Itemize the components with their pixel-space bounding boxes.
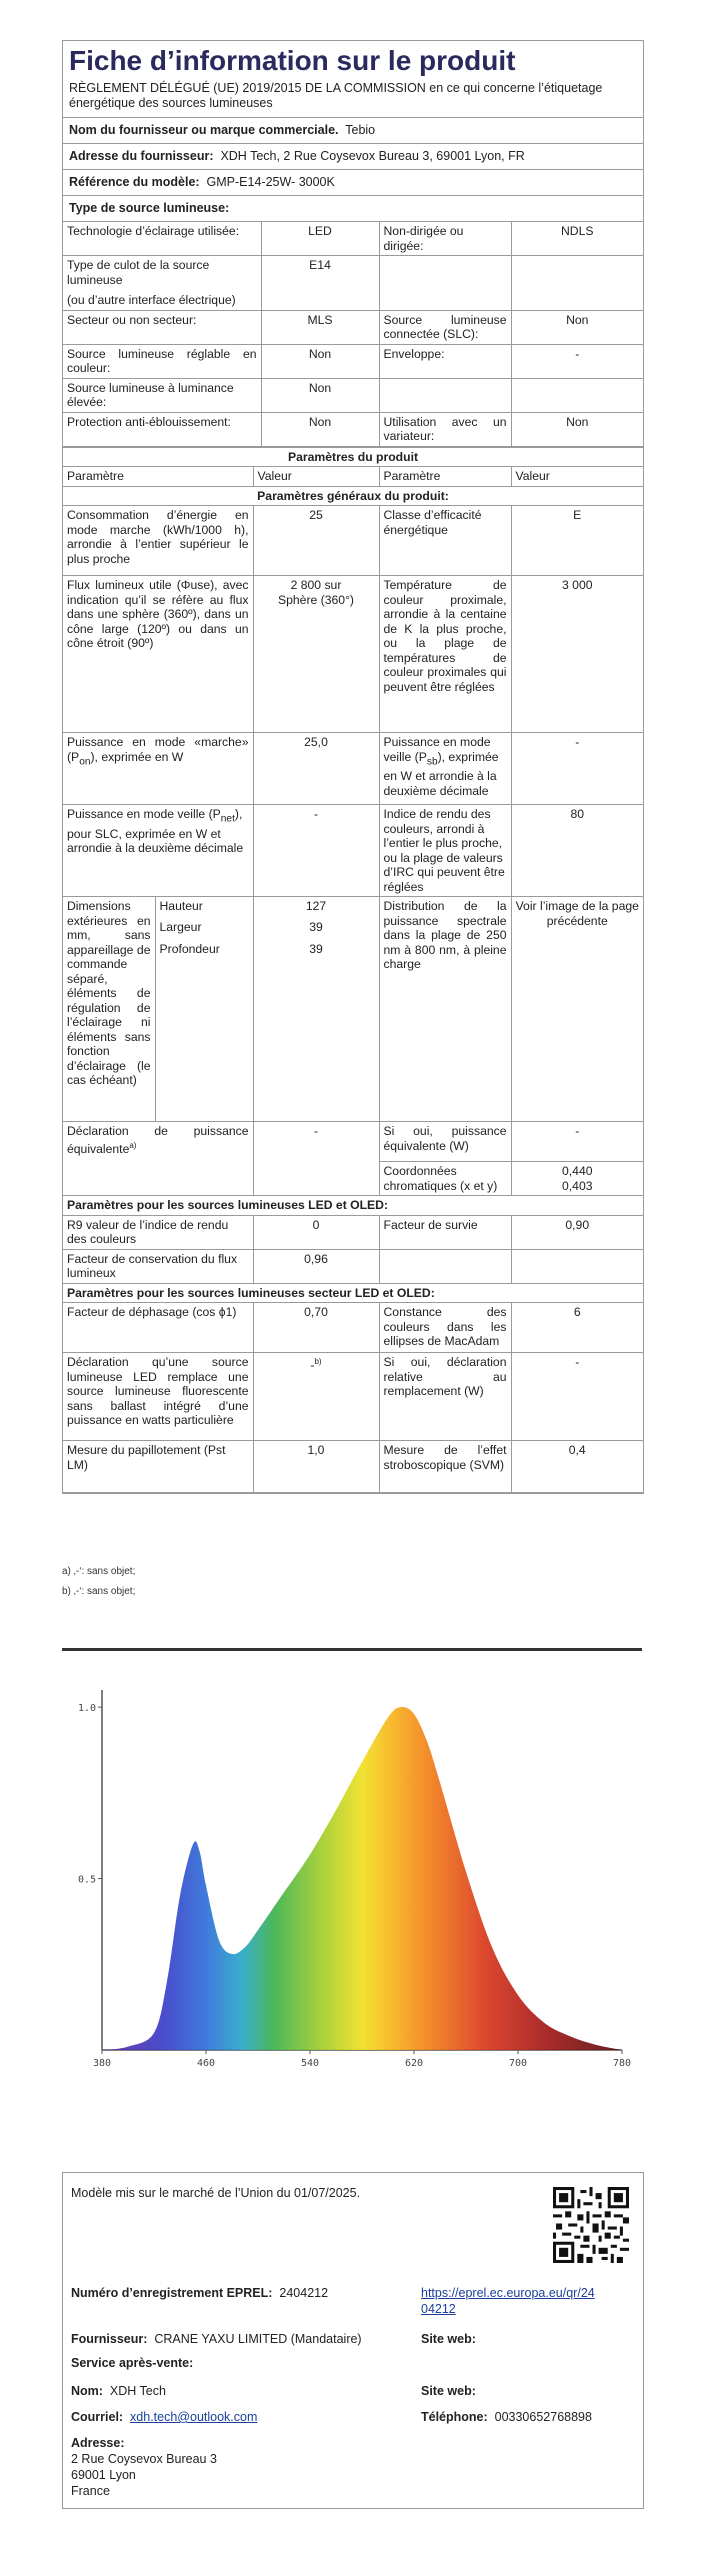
column-header: Valeur [511, 467, 643, 487]
type-label-cell: Protection anti-éblouissement: [63, 412, 261, 446]
depth-label: Profondeur [155, 940, 253, 1122]
y-tick-label: 0.5 [77, 1874, 96, 1886]
model-label: Référence du modèle: [69, 175, 200, 189]
standby-power-value: - [511, 733, 643, 805]
table-row [63, 344, 643, 378]
chromaticity-label: Coordonnées chromatiques (x et y) [379, 1162, 511, 1196]
footnote-mark: a) [129, 1140, 137, 1150]
table-row [63, 897, 643, 919]
eprel-link-line2[interactable]: 04212 [421, 2302, 456, 2316]
supplier-name-row [63, 118, 643, 144]
table-row [63, 506, 643, 576]
cri-label: Indice de rendu des couleurs, arrondi à l’entier le plus proche, ou la plage de valeurs d’IRC qui peuvent être réglées [379, 805, 511, 897]
luminous-flux-value-line1: 2 800 sur [290, 578, 342, 592]
column-header: Paramètre [379, 467, 511, 487]
type-label-cell: Source lumineuse connectée (SLC): [379, 310, 511, 344]
table-row [63, 805, 643, 897]
macadam-value: 6 [511, 1303, 643, 1353]
type-value-cell [511, 256, 643, 311]
service-website-row [421, 2383, 476, 2399]
type-value-cell: Non [511, 412, 643, 446]
width-label: Largeur [155, 918, 253, 939]
depth-value: 39 [253, 940, 379, 1122]
y-tick-label: 1.0 [77, 1703, 96, 1715]
type-value-cell: NDLS [511, 222, 643, 256]
spectrum-area [102, 1707, 622, 2050]
supplier-row [71, 2331, 362, 2347]
type-label-cell: Technologie d’éclairage utilisée: [63, 222, 261, 256]
cap-type-label-2: (ou d’autre interface électrique) [67, 293, 236, 307]
led-section-title: Paramètres pour les sources lumineuses LED et OLED: [63, 1196, 643, 1216]
type-value-cell: MLS [261, 310, 379, 344]
efficiency-class-value: E [511, 506, 643, 576]
supplier-address-value: XDH Tech, 2 Rue Coysevox Bureau 3, 69001 Lyon, FR [220, 149, 525, 163]
general-section-title: Paramètres généraux du produit: [63, 486, 643, 506]
type-value-cell: E14 [261, 256, 379, 311]
width-value: 39 [253, 918, 379, 939]
type-label-cell [63, 256, 261, 311]
chromaticity-y: 0,403 [562, 1178, 593, 1193]
standby-power-text: Puissance en mode veille (P [383, 735, 491, 764]
qr-code-icon[interactable] [553, 2187, 629, 2263]
type-label-cell: Secteur ou non secteur: [63, 310, 261, 344]
table-row [63, 1196, 643, 1216]
network-standby-label [63, 805, 253, 897]
table-row [63, 222, 643, 256]
column-header: Paramètre [63, 467, 253, 487]
stroboscopic-value: 0,4 [511, 1441, 643, 1493]
table-row [63, 486, 643, 506]
table-row [63, 256, 643, 311]
email-row [71, 2409, 257, 2425]
replacement-w-label: Si oui, déclaration relative au remplacement (W) [379, 1353, 511, 1441]
type-value-cell: Non [261, 344, 379, 378]
x-tick-label: 540 [300, 2058, 320, 2069]
address-block [71, 2435, 217, 2499]
spectral-chart-svg [62, 1660, 642, 2080]
supplier-name-value: Tebio [345, 123, 376, 137]
website-label: Site web: [421, 2332, 476, 2346]
service-name-label: Nom: [71, 2384, 103, 2398]
network-standby-sub: net [220, 813, 235, 825]
replacement-claim-label: Déclaration qu’une source lumineuse LED remplace une source lumineuse fluorescente sans ballast intégré d’une puissance en watts particulière [63, 1353, 253, 1441]
empty-cell [511, 1249, 643, 1283]
supplier-name-label: Nom du fournisseur ou marque commerciale. [69, 123, 339, 137]
section-title: Paramètres du produit [63, 447, 643, 467]
network-standby-text: Puissance en mode veille (P [67, 807, 221, 821]
footnote-a: a) ‚-‘: sans objet; [62, 1566, 136, 1577]
table-row [63, 1283, 643, 1303]
product-info-box [62, 2172, 644, 2509]
on-mode-power-label [63, 733, 253, 805]
standby-power-sub: sb [426, 755, 438, 767]
network-standby-text-2: ), pour SLC, exprimée en W et arrondie à la deuxième décimale [67, 807, 244, 856]
efficiency-class-label: Classe d’efficacité énergétique [379, 506, 511, 576]
eprel-value: 2404212 [279, 2286, 329, 2300]
footnote-b: b) ‚-‘: sans objet; [62, 1586, 136, 1597]
supplier-value: CRANE YAXU LIMITED (Mandataire) [154, 2332, 362, 2346]
supplier-label: Fournisseur: [71, 2332, 148, 2346]
type-label-cell: Non-dirigée ou dirigée: [379, 222, 511, 256]
cap-type-label: Type de culot de la source lumineuse [67, 258, 210, 287]
address-line3: France [71, 2484, 110, 2498]
table-row [63, 1441, 643, 1493]
flicker-label: Mesure du papillotement (Pst LM) [63, 1441, 253, 1493]
type-value-cell: Non [511, 310, 643, 344]
supplier-address-row [63, 144, 643, 170]
cct-label: Température de couleur proximale, arrondie à la centaine de K la plus proche, ou la plage de températures de couleur proximales qui peuvent être réglées [379, 576, 511, 733]
x-tick-label: 700 [508, 2058, 528, 2069]
empty-cell [379, 1249, 511, 1283]
address-line1: 2 Rue Coysevox Bureau 3 [71, 2452, 217, 2466]
type-label-cell [379, 256, 511, 311]
standby-power-text-2: ), exprimée en W et arrondie à la deuxième décimale [383, 749, 499, 798]
on-mode-power-text: Puissance en mode «marche» (P [67, 735, 249, 764]
table-row [63, 447, 643, 467]
mains-section-title: Paramètres pour les sources lumineuses secteur LED et OLED: [63, 1283, 643, 1303]
equivalent-power-w-label: Si oui, puissance équivalente (W) [379, 1122, 511, 1162]
network-standby-value: - [253, 805, 379, 897]
chromaticity-value [511, 1162, 643, 1196]
after-sales-heading [71, 2355, 193, 2371]
table-row [63, 576, 643, 733]
cct-value: 3 000 [511, 576, 643, 733]
supplier-address-label: Adresse du fournisseur: [69, 149, 214, 163]
address-line2: 69001 Lyon [71, 2468, 136, 2482]
flicker-value: 1,0 [253, 1441, 379, 1493]
section-divider [62, 1648, 642, 1651]
table-row [63, 412, 643, 446]
eprel-link-line1[interactable]: https://eprel.ec.europa.eu/qr/24 [421, 2286, 595, 2300]
table-row [63, 1215, 643, 1249]
table-row [63, 467, 643, 487]
type-value-cell: LED [261, 222, 379, 256]
displacement-factor-value: 0,70 [253, 1303, 379, 1353]
type-label: Type de source lumineuse: [69, 201, 230, 215]
phone-value: 00330652768898 [494, 2410, 592, 2424]
x-tick-label: 460 [196, 2058, 216, 2069]
macadam-label: Constance des couleurs dans les ellipses de MacAdam [379, 1303, 511, 1353]
energy-consumption-value: 25 [253, 506, 379, 576]
luminous-flux-value-line2: Sphère (360°) [277, 592, 354, 607]
lumen-maintenance-value: 0,96 [253, 1249, 379, 1283]
equivalent-power-w-value: - [511, 1122, 643, 1162]
table-row [63, 1303, 643, 1353]
equivalent-power-value: - [253, 1122, 379, 1196]
replacement-w-value: - [511, 1353, 643, 1441]
lumen-maintenance-label: Facteur de conservation du flux lumineux [63, 1249, 253, 1283]
website-row [421, 2331, 476, 2347]
stroboscopic-label: Mesure de l’effet stroboscopique (SVM) [379, 1441, 511, 1493]
after-sales-label: Service après-vente: [71, 2356, 194, 2370]
x-tick-label: 380 [92, 2058, 112, 2069]
on-mode-power-sub: on [79, 755, 91, 767]
type-value-cell: - [511, 344, 643, 378]
type-label-cell [379, 378, 511, 412]
page-title: Fiche d’information sur le produit [69, 45, 516, 76]
replacement-claim-value [253, 1353, 379, 1441]
model-value: GMP-E14-25W- 3000K [206, 175, 335, 189]
type-label-cell: Utilisation avec un variateur: [379, 412, 511, 446]
height-label: Hauteur [155, 897, 253, 919]
luminous-flux-value [253, 576, 379, 733]
height-value: 127 [253, 897, 379, 919]
type-label-cell: Enveloppe: [379, 344, 511, 378]
x-tick-label: 620 [404, 2058, 424, 2069]
displacement-factor-label: Facteur de déphasage (cos ϕ1) [63, 1303, 253, 1353]
phone-row [421, 2409, 592, 2425]
standby-power-label [379, 733, 511, 805]
type-label-cell: Source lumineuse réglable en couleur: [63, 344, 261, 378]
regulation-text: RÈGLEMENT DÉLÉGUÉ (UE) 2019/2015 DE LA COMMISSION en ce qui concerne l’étiquetage énergétique des sources lumineuses [63, 77, 643, 118]
type-value-cell [511, 378, 643, 412]
survival-factor-label: Facteur de survie [379, 1215, 511, 1249]
service-name-value: XDH Tech [109, 2384, 166, 2398]
eprel-label: Numéro d’enregistrement EPREL: [71, 2286, 273, 2300]
table-row [63, 1249, 643, 1283]
parameters-table [63, 447, 643, 1494]
table-row [63, 1122, 643, 1162]
type-header-row [63, 196, 643, 221]
eprel-link[interactable] [421, 2285, 595, 2317]
email-label: Courriel: [71, 2410, 124, 2424]
table-row [63, 378, 643, 412]
spectral-distribution-value: Voir l’image de la page précédente [511, 897, 643, 1122]
service-name-row [71, 2383, 166, 2399]
type-table [63, 221, 643, 447]
address-label: Adresse: [71, 2436, 125, 2450]
phone-label: Téléphone: [421, 2410, 488, 2424]
product-information-sheet [62, 40, 644, 1494]
survival-factor-value: 0,90 [511, 1215, 643, 1249]
footnote-mark: b) [314, 1357, 322, 1366]
energy-consumption-label: Consommation d’énergie en mode marche (kWh/1000 h), arrondie à l’entier supérieur le plus proche [63, 506, 253, 576]
dimensions-label: Dimensions extérieures en mm, sans appareillage de commande séparé, éléments de régulation de l’éclairage ni éléments sans fonction d’éclairage (le cas échéant) [63, 897, 155, 1122]
eprel-row [71, 2285, 328, 2301]
chromaticity-x: 0,440 [562, 1164, 593, 1178]
equivalent-power-text: Déclaration de puissance équivalente [67, 1124, 249, 1156]
table-row [63, 310, 643, 344]
type-value-cell: Non [261, 412, 379, 446]
spectral-chart [62, 1660, 642, 2080]
service-website-label: Site web: [421, 2384, 476, 2398]
on-mode-power-value: 25,0 [253, 733, 379, 805]
model-row [63, 170, 643, 196]
cri-value: 80 [511, 805, 643, 897]
email-link[interactable]: xdh.tech@outlook.com [130, 2410, 258, 2424]
x-tick-label: 780 [612, 2058, 632, 2069]
table-row [63, 733, 643, 805]
on-mode-power-text-2: ), exprimée en W [90, 749, 184, 764]
column-header: Valeur [253, 467, 379, 487]
luminous-flux-label: Flux lumineux utile (Φuse), avec indication qu’il se réfère au flux dans une sphère (360º), dans un cône large (120º) ou dans un cône étroit (90º) [63, 576, 253, 733]
spectral-distribution-label: Distribution de la puissance spectrale dans la plage de 250 nm à 800 nm, à pleine charge [379, 897, 511, 1122]
type-label-cell: Source lumineuse à luminance élevée: [63, 378, 261, 412]
table-row [63, 1353, 643, 1441]
type-value-cell: Non [261, 378, 379, 412]
market-date-text: Modèle mis sur le marché de l’Union du 01/07/2025. [71, 2186, 361, 2200]
replacement-claim-text: - [310, 1358, 315, 1373]
r9-label: R9 valeur de l’indice de rendu des couleurs [63, 1215, 253, 1249]
equivalent-power-label [63, 1122, 253, 1196]
r9-value: 0 [253, 1215, 379, 1249]
